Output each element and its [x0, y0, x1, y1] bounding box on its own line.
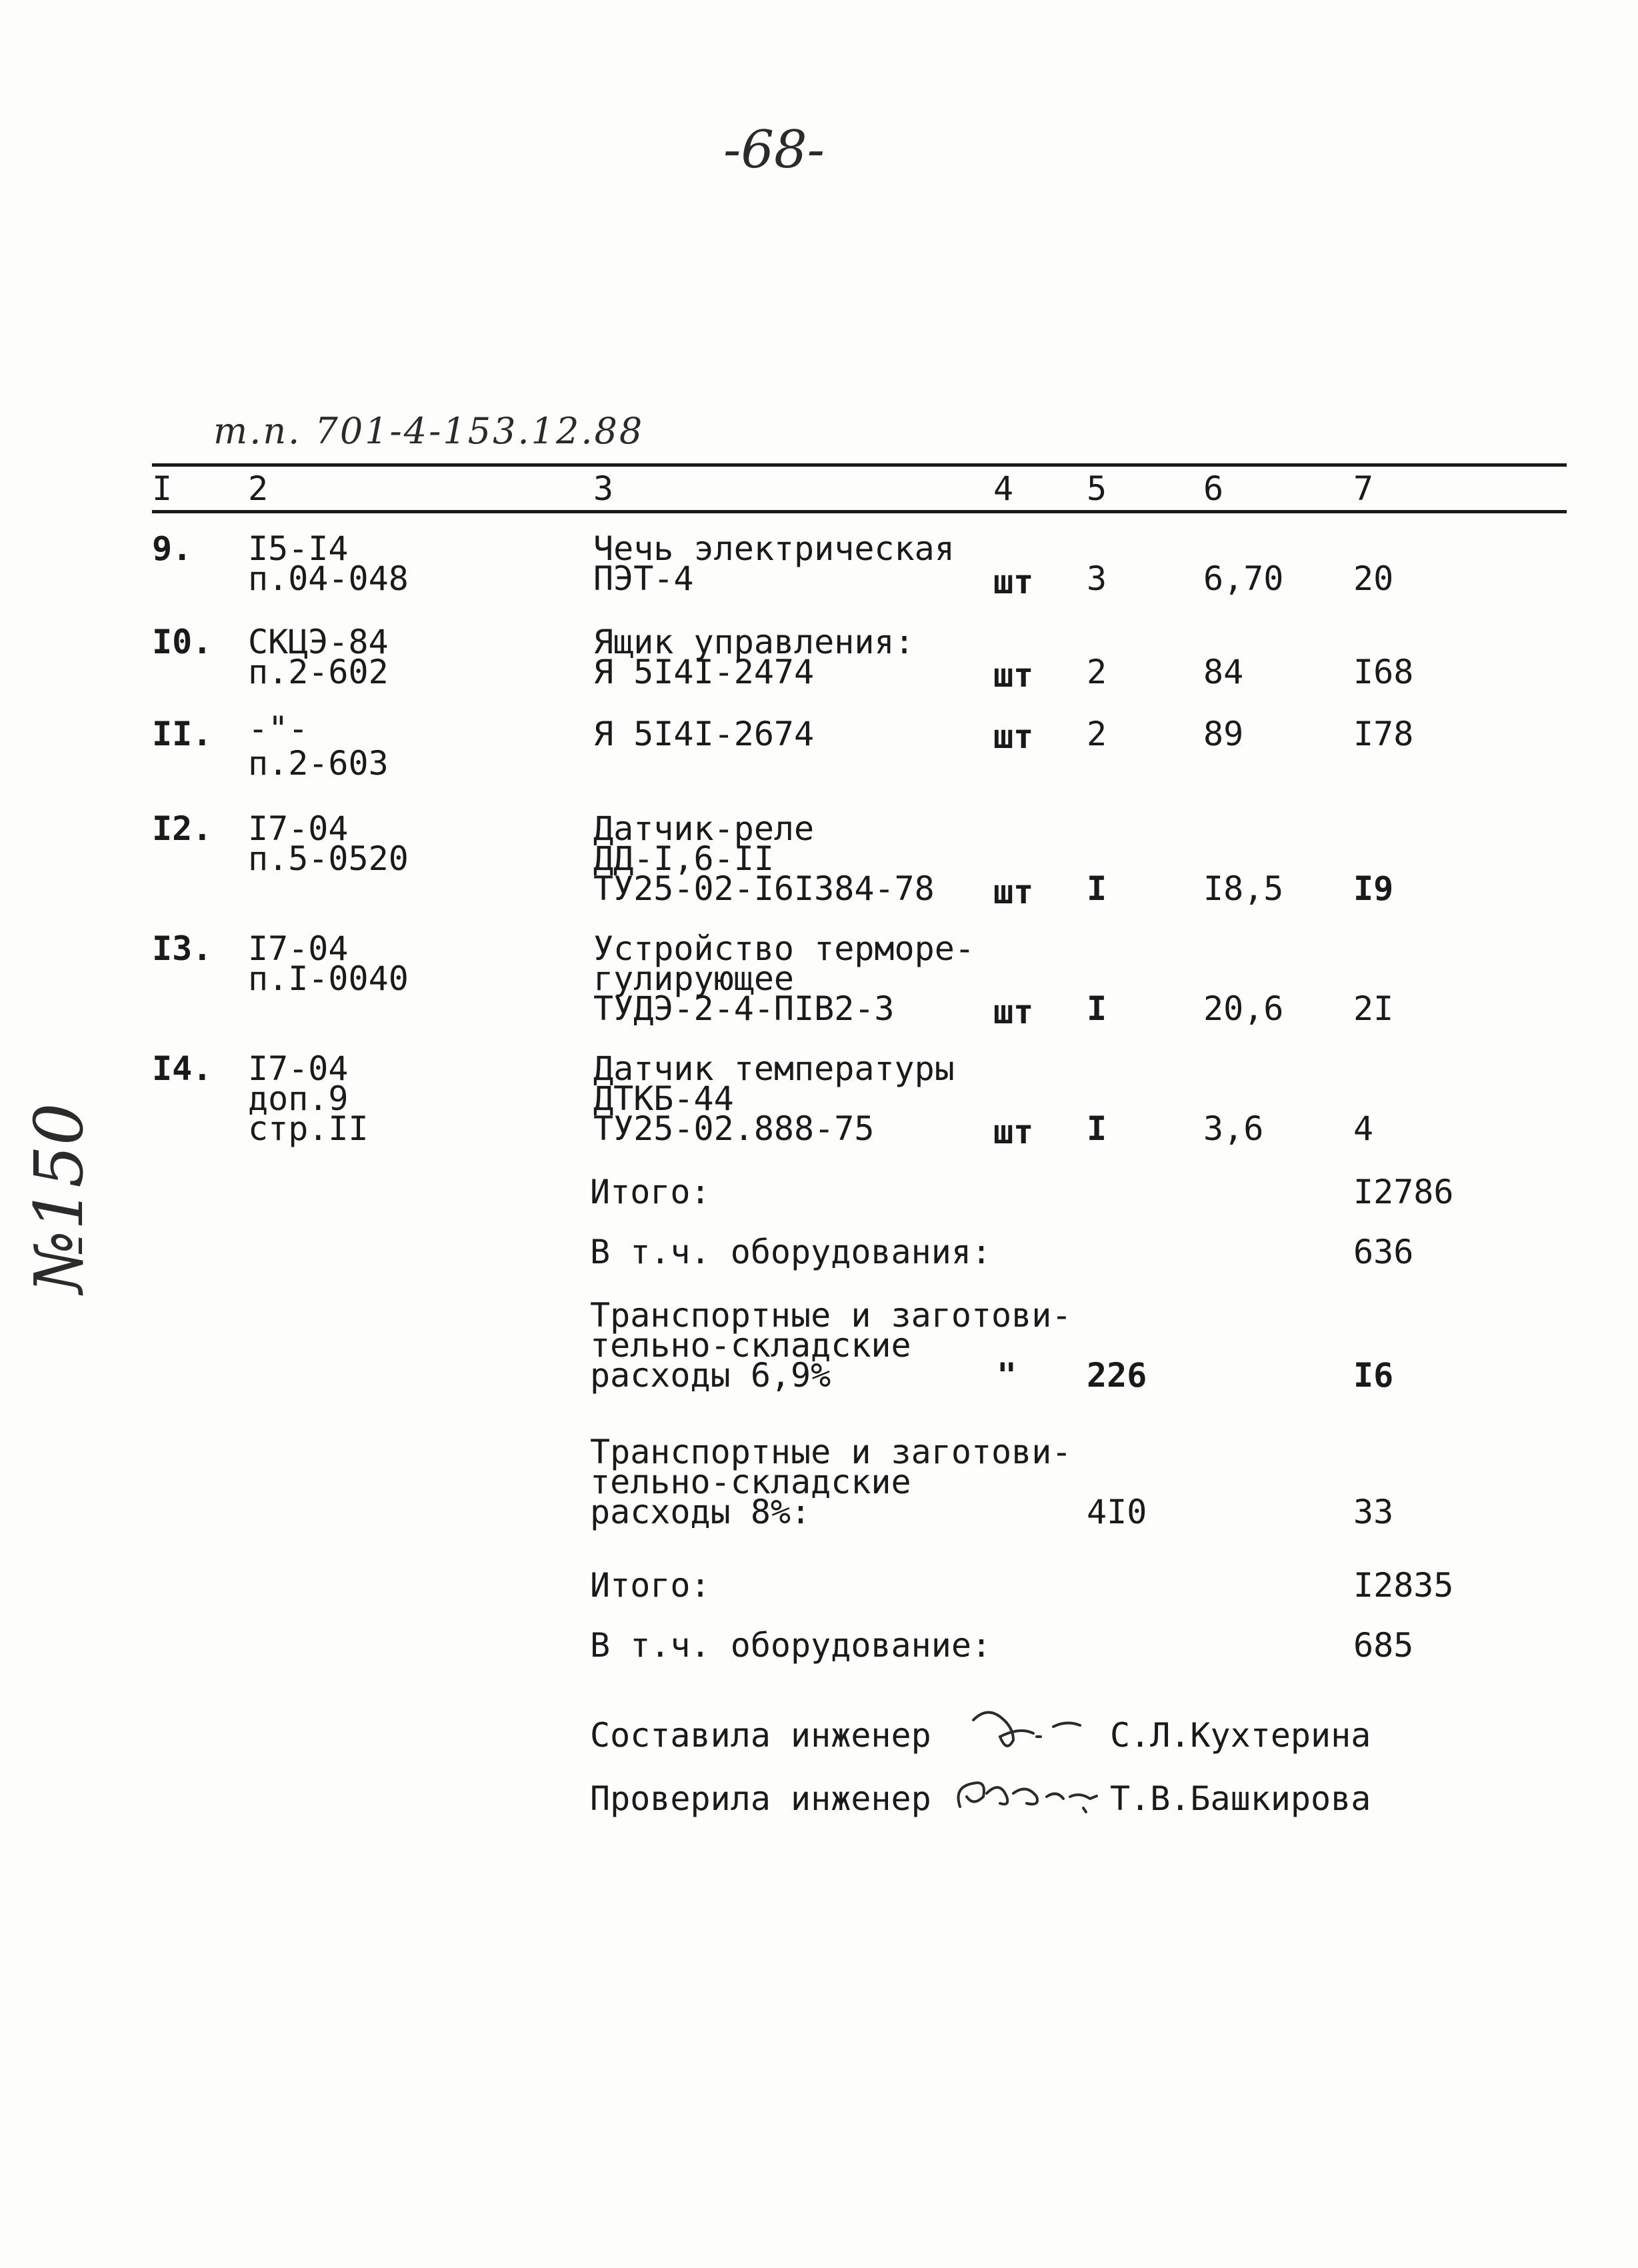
transport-line: тельно-складские	[590, 1326, 911, 1365]
row-code: I5-I4	[248, 529, 349, 568]
row-description: гулирующее	[593, 959, 795, 998]
row-price: 6,70	[1203, 559, 1284, 598]
checked-name: Т.В.Башкирова	[1110, 1779, 1371, 1818]
transport-line: Транспортные и заготови-	[590, 1296, 1072, 1335]
row-code: п.2-602	[248, 653, 389, 691]
total-value: I2786	[1353, 1173, 1454, 1211]
equipment-value: 636	[1353, 1233, 1414, 1271]
header-top-rule	[152, 463, 1567, 467]
transport-line: расходы 6,9%	[590, 1356, 831, 1395]
total-label: Итого:	[590, 1566, 711, 1605]
transport-value: I6	[1353, 1356, 1394, 1395]
row-price: 89	[1203, 715, 1244, 753]
row-unit: шт	[993, 656, 1034, 695]
page-number: -68-	[723, 120, 825, 180]
row-number: 9.	[152, 529, 193, 568]
row-description: Чечь электрическая	[593, 529, 955, 568]
composed-label: Составила инженер	[590, 1716, 931, 1755]
equipment-value: 685	[1353, 1626, 1414, 1665]
row-code: I7-04	[248, 809, 349, 848]
row-total: I9	[1353, 869, 1394, 908]
row-description: Ящик управления:	[593, 623, 915, 661]
row-description: Датчик-реле	[593, 809, 815, 848]
row-code: -"-	[248, 709, 309, 748]
row-quantity: 3	[1087, 559, 1107, 598]
row-price: 3,6	[1203, 1109, 1264, 1148]
row-price: 84	[1203, 653, 1244, 691]
row-code: СКЦЭ-84	[248, 623, 389, 661]
header-col-3: 3	[593, 469, 614, 508]
row-quantity: I	[1087, 989, 1107, 1028]
row-code: I7-04	[248, 929, 349, 968]
handwritten-signature-1	[967, 1700, 1087, 1760]
row-number: I4.	[152, 1049, 213, 1088]
row-description: ДТКБ-44	[593, 1079, 734, 1118]
row-total: 2I	[1353, 989, 1394, 1028]
row-code: I7-04	[248, 1049, 349, 1088]
ditto-mark: "	[997, 1356, 1017, 1395]
row-total: I68	[1353, 653, 1414, 691]
composed-name: С.Л.Кухтерина	[1110, 1716, 1371, 1755]
header-bottom-rule	[152, 510, 1567, 513]
side-note: №150	[20, 1103, 98, 1293]
handwritten-signature-2	[947, 1767, 1107, 1827]
header-col-2: 2	[248, 469, 269, 508]
row-unit: шт	[993, 1113, 1034, 1151]
transport-line: тельно-складские	[590, 1463, 911, 1501]
row-quantity: 2	[1087, 653, 1107, 691]
row-price: I8,5	[1203, 869, 1284, 908]
header-col-1: I	[152, 469, 173, 508]
row-price: 20,6	[1203, 989, 1284, 1028]
header-col-6: 6	[1203, 469, 1224, 508]
row-total: 20	[1353, 559, 1394, 598]
transport-value: 33	[1353, 1493, 1394, 1531]
row-description: ТУДЭ-2-4-ПIВ2-3	[593, 989, 895, 1028]
row-unit: шт	[993, 993, 1034, 1031]
row-description: ТУ25-02-I6I384-78	[593, 869, 935, 908]
row-description: ДД-I,6-II	[593, 839, 774, 878]
row-number: I0.	[152, 623, 213, 661]
row-code: п.2-603	[248, 744, 389, 783]
row-total: I78	[1353, 715, 1414, 753]
header-col-5: 5	[1087, 469, 1107, 508]
row-number: I3.	[152, 929, 213, 968]
total-label: Итого:	[590, 1173, 711, 1211]
equipment-label: В т.ч. оборудование:	[590, 1626, 992, 1665]
row-total: 4	[1353, 1109, 1374, 1148]
transport-base: 4I0	[1087, 1493, 1147, 1531]
checked-label: Проверила инженер	[590, 1779, 931, 1818]
row-description: Я 5I4I-2474	[593, 653, 815, 691]
row-quantity: 2	[1087, 715, 1107, 753]
row-unit: шт	[993, 873, 1034, 911]
row-description: Я 5I4I-2674	[593, 715, 815, 753]
row-description: ПЭТ-4	[593, 559, 694, 598]
row-code: п.5-0520	[248, 839, 409, 878]
row-code: п.04-048	[248, 559, 409, 598]
header-col-7: 7	[1353, 469, 1374, 508]
row-quantity: I	[1087, 1109, 1107, 1148]
total-value: I2835	[1353, 1566, 1454, 1605]
row-number: II.	[152, 715, 213, 753]
row-code: стр.II	[248, 1109, 369, 1148]
row-number: I2.	[152, 809, 213, 848]
transport-line: расходы 8%:	[590, 1493, 811, 1531]
row-code: доп.9	[248, 1079, 349, 1118]
row-unit: шт	[993, 563, 1034, 601]
header-col-4: 4	[993, 469, 1014, 508]
transport-line: Транспортные и заготови-	[590, 1433, 1072, 1471]
row-description: ТУ25-02.888-75	[593, 1109, 875, 1148]
document-reference: т.п. 701-4-153.12.88	[213, 410, 645, 452]
row-unit: шт	[993, 717, 1034, 756]
row-code: п.I-0040	[248, 959, 409, 998]
row-quantity: I	[1087, 869, 1107, 908]
row-description: Датчик температуры	[593, 1049, 955, 1088]
equipment-label: В т.ч. оборудования:	[590, 1233, 992, 1271]
transport-base: 226	[1087, 1356, 1147, 1395]
row-description: Устройство терморе-	[593, 929, 975, 968]
